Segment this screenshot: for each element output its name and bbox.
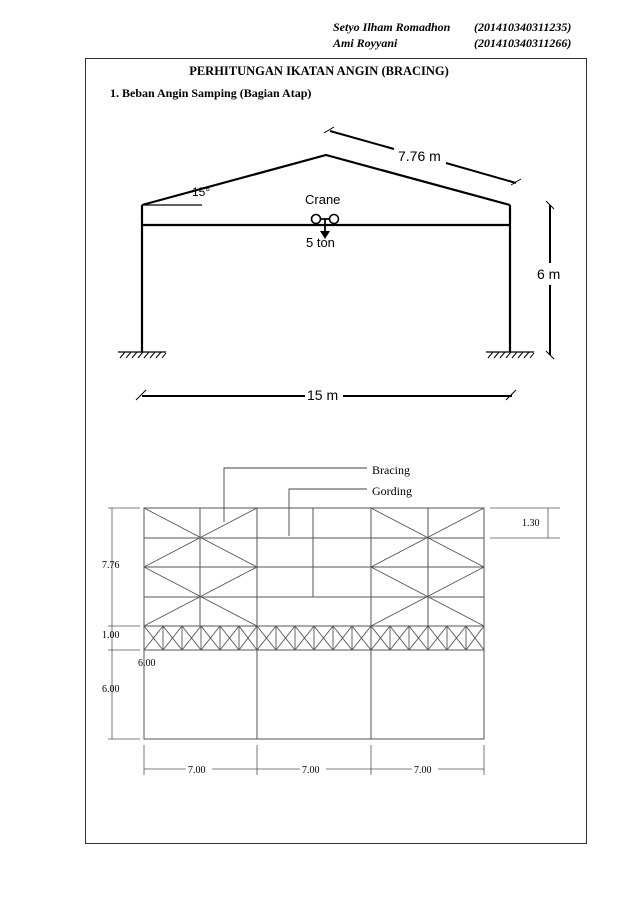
- gording-label: Gording: [372, 484, 412, 498]
- author2-id: (201410340311266): [474, 36, 572, 50]
- roof-angle-label: 15°: [192, 185, 211, 199]
- span-label: 15 m: [307, 387, 339, 403]
- bay3-dimension-label: 7.00: [414, 765, 432, 776]
- author1-id: (201410340311235): [474, 20, 572, 34]
- gording-spacing-label: 1.30: [522, 518, 540, 529]
- strip-bracing: [144, 626, 484, 650]
- plan-grid: [144, 508, 484, 739]
- section-heading: 1. Beban Angin Samping (Bagian Atap): [110, 86, 312, 100]
- bay2-dimension-label: 7.00: [302, 765, 320, 776]
- lower-dimension-label: 6.00: [102, 684, 120, 695]
- inner-dimension-label: 6.00: [138, 658, 156, 669]
- bracing-label: Bracing: [372, 463, 410, 477]
- page-title: PERHITUNGAN IKATAN ANGIN (BRACING): [189, 64, 449, 78]
- author1-name: Setyo Ilham Romadhon: [333, 20, 451, 34]
- bay1-dimension-label: 7.00: [188, 765, 206, 776]
- crane-load-label: 5 ton: [306, 235, 335, 250]
- rafter-length-label: 7.76 m: [398, 148, 441, 164]
- author2-name: Ami Royyani: [333, 36, 398, 50]
- strip-dimension-label: 1.00: [102, 630, 120, 641]
- crane-label: Crane: [305, 192, 341, 207]
- column-height-label: 6 m: [537, 266, 561, 282]
- leader-lines: [224, 468, 367, 536]
- left-dimensions: [108, 508, 140, 739]
- roof-slope-dimension-label: 7.76: [102, 560, 120, 571]
